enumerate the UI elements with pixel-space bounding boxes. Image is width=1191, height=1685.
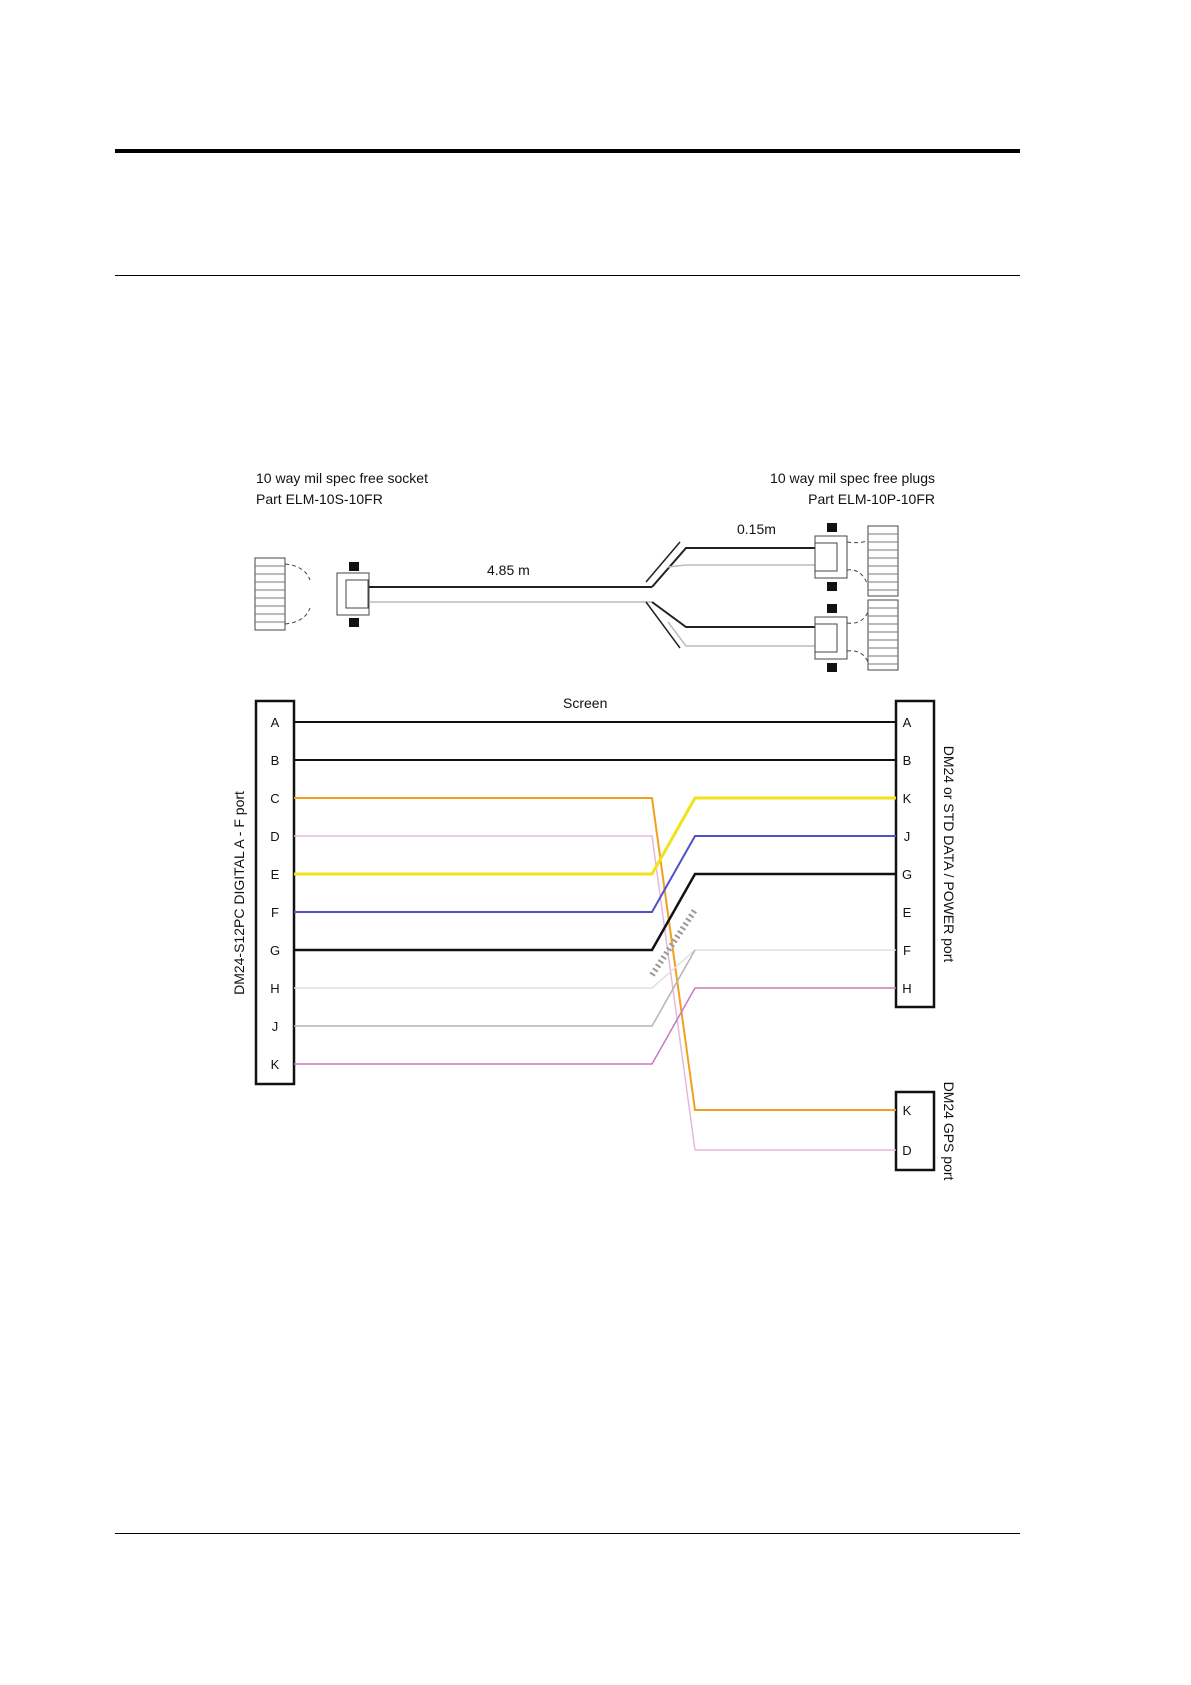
wire-h-to-f [294, 950, 896, 988]
cable-assembly-drawing [255, 470, 935, 672]
right-pin: B [902, 753, 912, 768]
left-pin: D [270, 829, 280, 844]
wire-d-to-gps-d [294, 836, 896, 1150]
right-pin: A [902, 715, 912, 730]
cable-split [646, 542, 815, 648]
plug-connector-2-icon [815, 600, 898, 672]
left-pin: A [270, 715, 280, 730]
socket-connector-icon [255, 558, 369, 630]
left-pin: F [271, 905, 279, 920]
right-pin: G [901, 867, 913, 882]
right-pin: K [902, 1103, 912, 1118]
right-pin: E [902, 905, 912, 920]
wires [294, 722, 896, 1150]
right-pin: K [902, 791, 912, 806]
left-pin: C [270, 791, 280, 806]
left-pin: H [270, 981, 280, 996]
left-pin: E [270, 867, 280, 882]
socket-caption-line1: 10 way mil spec free socket [256, 470, 428, 486]
left-pin: G [269, 943, 281, 958]
branch-cable-length: 0.15m [737, 521, 776, 537]
left-connector-label: DM24-S12PC DIGITAL A - F port [231, 791, 247, 995]
plugs-caption-line2: Part ELM-10P-10FR [808, 491, 935, 507]
right-connector-1-block [896, 701, 934, 1007]
left-pin: K [270, 1057, 280, 1072]
right-connector-1-label: DM24 or STD DATA / POWER port [941, 745, 957, 963]
right-pin: F [903, 943, 911, 958]
screen-label: Screen [563, 695, 608, 711]
wire-shield-hatch [652, 910, 695, 975]
main-cable-length: 4.85 m [487, 562, 530, 578]
socket-caption-line2: Part ELM-10S-10FR [256, 491, 383, 507]
plugs-caption-line1: 10 way mil spec free plugs [770, 470, 935, 486]
plug-connector-1-icon [815, 523, 898, 596]
right-pin: D [902, 1143, 912, 1158]
right-pin: H [902, 981, 912, 996]
left-pin: B [270, 753, 280, 768]
left-pin: J [271, 1019, 279, 1034]
right-connector-2-label: DM24 GPS port [941, 1081, 957, 1181]
right-pin: J [903, 829, 911, 844]
wire-c-to-gps-k [294, 798, 896, 1110]
